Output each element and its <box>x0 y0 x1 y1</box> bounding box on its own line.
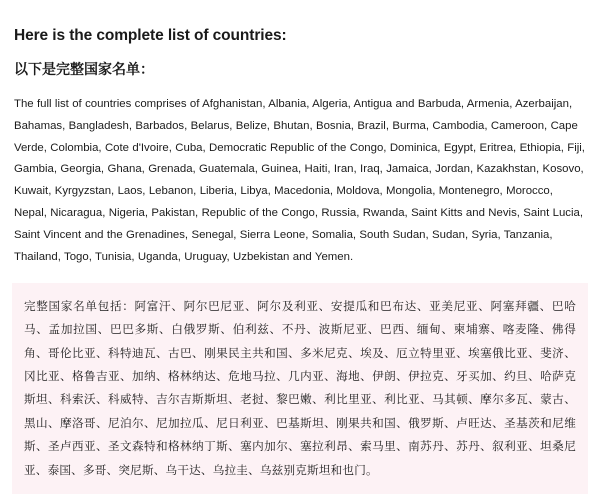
paragraph-chinese-country-list: 完整国家名单包括：阿富汗、阿尔巴尼亚、阿尔及利亚、安提瓜和巴布达、亚美尼亚、阿塞拜疆、巴哈马、孟加拉国、巴巴多斯、白俄罗斯、伯利兹、不丹、波斯尼亚、巴西、缅甸、柬埔寨、喀麦隆、佛得角、哥伦比亚、科特迪瓦、古巴、刚果民主共和国、多米尼克、埃及、厄立特里亚、埃塞俄比亚、斐济、冈比亚、格鲁吉亚、加纳、格林纳达、危地马拉、几内亚、海地、伊朗、伊拉克、牙买加、约旦、哈萨克斯坦、科索沃、科威特、吉尔吉斯斯坦、老挝、黎巴嫩、利比里亚、利比亚、马其顿、摩尔多瓦、蒙古、黑山、摩洛哥、尼泊尔、尼加拉瓜、尼日利亚、巴基斯坦、刚果共和国、俄罗斯、卢旺达、圣基茨和尼维斯、圣卢西亚、圣文森特和格林纳丁斯、塞内加尔、塞拉利昂、索马里、南苏丹、苏丹、叙利亚、坦桑尼亚、泰国、多哥、突尼斯、乌干达、乌拉圭、乌兹别克斯坦和也门。 <box>24 299 576 477</box>
paragraph-english-country-list: The full list of countries comprises of Afghanistan, Albania, Algeria, Antigua and Barbuda, Armenia, Azerbaijan, Bahamas, Bangladesh, Barbados, Belarus, Belize, Bhutan, Bosnia, Brazil, Burma, Cambodia, Cameroon, Cape Verde, Colombia, Cote d'Ivoire, Cuba, Democratic Republic of the Congo, Dominica, Egypt, Eritrea, Ethiopia, Fiji, Gambia, Georgia, Ghana, Grenada, Guatemala, Guinea, Haiti, Iran, Iraq, Jamaica, Jordan, Kazakhstan, Kosovo, Kuwait, Kyrgyzstan, Laos, Lebanon, Liberia, Libya, Macedonia, Moldova, Mongolia, Montenegro, Morocco, Nepal, Nicaragua, Nigeria, Pakistan, Republic of the Congo, Russia, Rwanda, Saint Kitts and Nevis, Saint Lucia, Saint Vincent and the Grenadines, Senegal, Sierra Leone, Somalia, South Sudan, Sudan, Syria, Tanzania, Thailand, Togo, Tunisia, Uganda, Uruguay, Uzbekistan and Yemen. <box>14 97 585 263</box>
heading-chinese: 以下是完整国家名单： <box>14 61 154 78</box>
highlighted-chinese-block <box>12 283 588 494</box>
heading-english: Here is the complete list of countries: <box>14 27 287 44</box>
